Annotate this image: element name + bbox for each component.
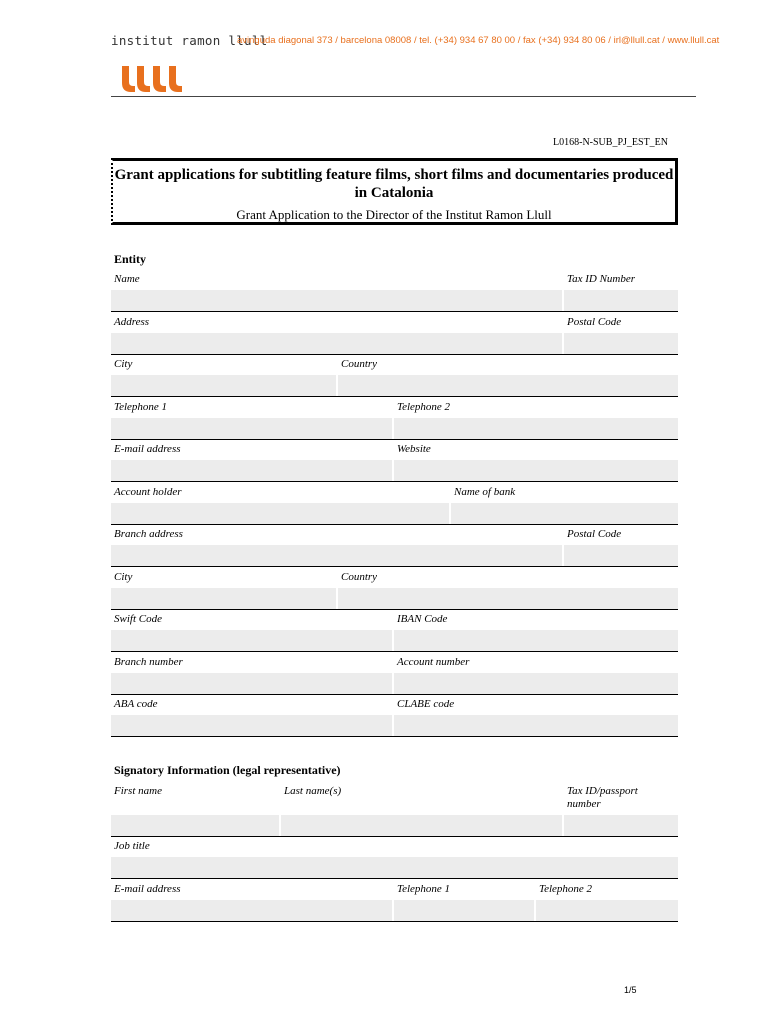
clabe-code-input[interactable]: [394, 715, 678, 736]
branch-number-input[interactable]: [111, 673, 392, 694]
entity-row-aba: [111, 698, 678, 737]
branch-address-label: Branch address: [114, 528, 183, 540]
address-label: Address: [114, 316, 150, 328]
bank-name-label: Name of bank: [454, 486, 516, 498]
bank-name-input[interactable]: [451, 503, 678, 524]
tax-id-passport-label: Tax ID/passport number: [567, 785, 638, 810]
row-rule: [111, 694, 678, 695]
header-divider: [111, 96, 696, 97]
row-rule: [111, 921, 678, 922]
signatory-telephone-2-label: Telephone 2: [539, 883, 593, 895]
form-title: Grant applications for subtitling feature films, short films and documentaries produced in Catalonia: [114, 167, 674, 201]
entity-row-branch-city: [111, 571, 678, 610]
row-rule: [111, 481, 678, 482]
row-rule: [111, 439, 678, 440]
row-rule: [111, 736, 678, 737]
llull-logo: [120, 66, 196, 94]
account-holder-label: Account holder: [114, 486, 182, 498]
account-number-label: Account number: [397, 656, 470, 668]
entity-telephone-1-input[interactable]: [111, 418, 392, 439]
entity-email-input[interactable]: [111, 460, 392, 481]
account-number-input[interactable]: [394, 673, 678, 694]
entity-row-address: [111, 316, 678, 355]
signatory-heading: Signatory Information (legal representative): [114, 763, 341, 777]
entity-city-input[interactable]: [111, 375, 336, 396]
org-name: institut ramon llull: [111, 33, 268, 48]
branch-postal-code-label: Postal Code: [567, 528, 622, 540]
entity-postal-code-input[interactable]: [564, 333, 678, 354]
page-number: 1/5: [624, 985, 637, 995]
entity-country-input[interactable]: [338, 375, 678, 396]
website-label: Website: [397, 443, 431, 455]
row-rule: [111, 609, 678, 610]
name-label: Name: [114, 273, 140, 285]
row-rule: [111, 524, 678, 525]
signatory-email-label: E-mail address: [114, 883, 181, 895]
iban-code-label: IBAN Code: [397, 613, 448, 625]
telephone-2-label: Telephone 2: [397, 401, 451, 413]
telephone-1-label: Telephone 1: [114, 401, 168, 413]
row-rule: [111, 354, 678, 355]
contact-line: avinguda diagonal 373 / barcelona 08008 / tel. (+34) 934 67 80 00 / fax (+34) 934 80 06 / irl@llull.cat / www.llull.cat: [237, 35, 720, 46]
clabe-code-label: CLABE code: [397, 698, 455, 710]
branch-number-label: Branch number: [114, 656, 183, 668]
entity-telephone-2-input[interactable]: [394, 418, 678, 439]
branch-country-input[interactable]: [338, 588, 678, 609]
signatory-telephone-2-input[interactable]: [536, 900, 678, 921]
form-subtitle: Grant Application to the Director of the Institut Ramon Llull: [236, 207, 552, 222]
row-rule: [111, 311, 678, 312]
signatory-email-input[interactable]: [111, 900, 392, 921]
signatory-telephone-1-label: Telephone 1: [397, 883, 451, 895]
row-rule: [111, 651, 678, 652]
row-rule: [111, 836, 678, 837]
branch-country-label: Country: [341, 571, 378, 583]
postal-code-label: Postal Code: [567, 316, 622, 328]
signatory-job-title-input[interactable]: [111, 857, 678, 878]
entity-row-email: [111, 443, 678, 482]
signatory-telephone-1-input[interactable]: [394, 900, 534, 921]
account-holder-input[interactable]: [111, 503, 449, 524]
signatory-row-name: [111, 785, 678, 837]
last-name-label: Last name(s): [284, 785, 342, 797]
entity-row-name: [111, 273, 678, 312]
entity-tax-id-input[interactable]: [564, 290, 678, 311]
aba-code-label: ABA code: [114, 698, 158, 710]
entity-website-input[interactable]: [394, 460, 678, 481]
entity-name-input[interactable]: [111, 290, 562, 311]
branch-city-label: City: [114, 571, 133, 583]
email-label: E-mail address: [114, 443, 181, 455]
entity-row-telephone: [111, 401, 678, 440]
entity-heading: Entity: [114, 252, 147, 266]
entity-row-city: [111, 358, 678, 397]
entity-row-bank: [111, 486, 678, 525]
entity-row-swift: [111, 613, 678, 652]
swift-code-input[interactable]: [111, 630, 392, 651]
signatory-first-name-input[interactable]: [111, 815, 279, 836]
aba-code-input[interactable]: [111, 715, 392, 736]
row-rule: [111, 566, 678, 567]
row-rule: [111, 878, 678, 879]
country-label: Country: [341, 358, 378, 370]
swift-code-label: Swift Code: [114, 613, 162, 625]
branch-postal-code-input[interactable]: [564, 545, 678, 566]
job-title-label: Job title: [114, 840, 150, 852]
branch-city-input[interactable]: [111, 588, 336, 609]
title-box: [111, 158, 678, 225]
entity-row-branch-number: [111, 656, 678, 695]
entity-address-input[interactable]: [111, 333, 562, 354]
city-label: City: [114, 358, 133, 370]
row-rule: [111, 396, 678, 397]
signatory-tax-id-input[interactable]: [564, 815, 678, 836]
branch-address-input[interactable]: [111, 545, 562, 566]
signatory-row-contact: [111, 883, 678, 922]
tax-id-label: Tax ID Number: [567, 273, 636, 285]
iban-code-input[interactable]: [394, 630, 678, 651]
entity-row-branch-address: [111, 528, 678, 567]
first-name-label: First name: [114, 785, 162, 797]
signatory-row-job: [111, 840, 678, 879]
document-reference: L0168-N-SUB_PJ_EST_EN: [553, 137, 669, 148]
signatory-last-name-input[interactable]: [281, 815, 562, 836]
